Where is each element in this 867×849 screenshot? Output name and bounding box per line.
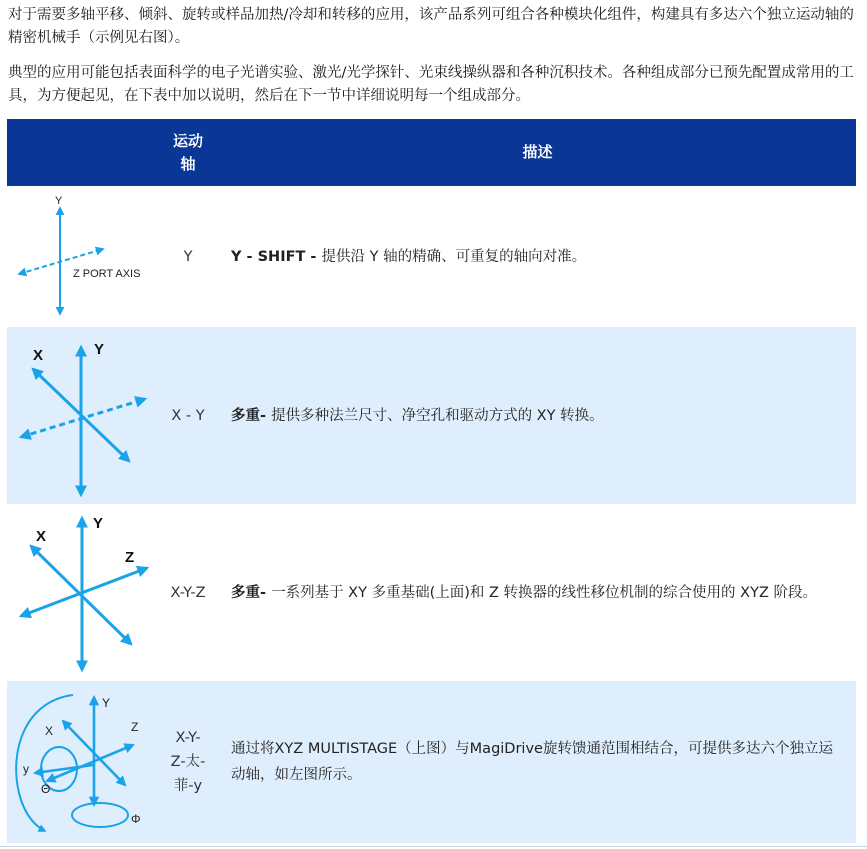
header-axis-line1: 运动 xyxy=(172,131,203,150)
fig-label-z-port-axis: Z PORT AXIS xyxy=(73,268,141,280)
xy-axis-diagram xyxy=(7,327,157,504)
description-text: 提供多种法兰尺寸、净空孔和驱动方式的 XY 转换。 xyxy=(271,407,604,424)
axis-line: X-Y-Z xyxy=(170,584,206,601)
y-rotation-axis-arrow xyxy=(35,765,93,773)
phi-rotation-ring xyxy=(72,803,128,827)
axis-cell xyxy=(157,327,219,504)
axis-cell xyxy=(157,504,219,681)
header-axis-line2: 轴 xyxy=(180,154,196,173)
axis-line: 菲-y xyxy=(173,778,203,794)
description-cell xyxy=(219,327,856,504)
figure-cell xyxy=(7,327,157,504)
description-text: 通过将XYZ MULTISTAGE（上图）与MagiDrive旋转馈通范围相结合，可提供多达六个独立运动轴，如左图所示。 xyxy=(231,741,833,783)
fig-label-x: X xyxy=(45,724,54,738)
z-port-axis-arrow xyxy=(21,399,145,437)
y-shift-axis-diagram xyxy=(7,186,157,327)
description-cell xyxy=(219,504,856,681)
description-bold: 多重- xyxy=(231,584,272,601)
motion-axis-table xyxy=(7,119,856,843)
axis-line: Y xyxy=(183,248,193,265)
bottom-divider xyxy=(0,846,867,847)
description-text: 一系列基于 XY 多重基础(上面)和 Z 转换器的线性移位机制的综合使用的 XYZ 阶段。 xyxy=(271,584,817,601)
table-row xyxy=(7,327,856,504)
fig-label-z: Z xyxy=(125,549,135,566)
fig-label-z: Z xyxy=(131,720,139,734)
description-bold: 多重- xyxy=(231,407,272,424)
fig-label-y: Y xyxy=(102,696,111,710)
description-text: 提供沿 Y 轴的精确、可重复的轴向对准。 xyxy=(321,248,587,265)
figure-cell xyxy=(7,504,157,681)
figure-cell xyxy=(7,186,157,327)
six-axis-diagram xyxy=(7,681,157,843)
table-header-row xyxy=(7,119,856,186)
fig-label-y: Y xyxy=(55,195,63,207)
table-row xyxy=(7,681,856,843)
table-row xyxy=(7,186,856,327)
axis-cell xyxy=(157,681,219,843)
fig-label-y: Y xyxy=(94,341,105,358)
intro-paragraph-1: 对于需要多轴平移、倾斜、旋转或样品加热/冷却和转移的应用，该产品系列可组合各种模块化组件，构建具有多达六个独立运动轴的精密机械手（示例见右图）。 xyxy=(8,7,854,46)
figure-cell xyxy=(7,681,157,843)
fig-label-x: X xyxy=(36,528,47,545)
description-bold: Y - SHIFT - xyxy=(231,248,322,265)
fig-label-x: X xyxy=(33,347,44,364)
fig-label-theta: Θ xyxy=(41,782,51,796)
header-description: 描述 xyxy=(522,143,553,161)
description-cell xyxy=(219,186,856,327)
header-axis xyxy=(157,119,219,186)
intro-paragraph-2: 典型的应用可能包括表面科学的电子光谱实验、激光/光学探针、光束线操纵器和各种沉积技术。各种组成部分已预先配置成常用的工具，为方便起见，在下表中加以说明，然后在下一节中详细说明每一个组成部分。 xyxy=(8,65,854,104)
fig-label-y-rotation: y xyxy=(23,762,29,776)
header-figure-cell xyxy=(7,119,157,186)
fig-label-phi: Φ xyxy=(131,812,141,826)
axis-line: Z-太- xyxy=(170,754,206,770)
z-axis-arrow xyxy=(21,568,147,616)
axis-line: X - Y xyxy=(171,407,205,424)
xyz-axis-diagram xyxy=(7,504,157,681)
axis-line: X-Y- xyxy=(175,730,201,746)
table-row xyxy=(7,504,856,681)
description-cell xyxy=(219,681,856,843)
axis-cell xyxy=(157,186,219,327)
fig-label-y: Y xyxy=(93,515,104,532)
